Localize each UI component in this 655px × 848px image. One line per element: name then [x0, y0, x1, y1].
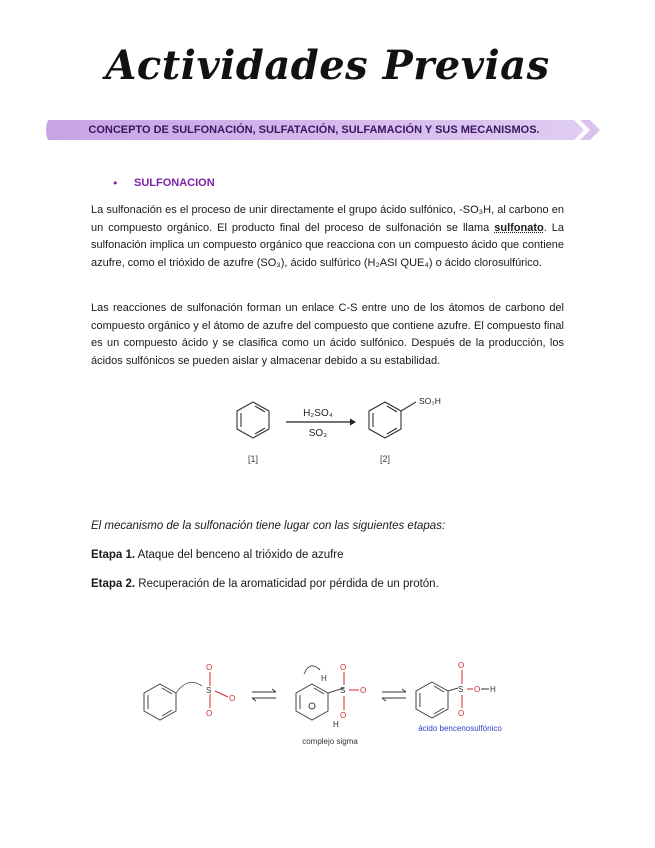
- benzene-start: [144, 684, 176, 720]
- paragraph-sulfonation-reactions: Las reacciones de sulfonación forman un enlace C-S entre uno de los átomos de carbono del compuesto orgánico y el átomo de azufre del compuesto que contiene azufre. El compuesto final es un compuesto ácido y se clasifica como un ácido sulfónico. Después de la producción, los ácidos sulfónicos se pueden aislar y almacenar debido a su estabilidad.: [91, 302, 564, 367]
- svg-text:O: O: [340, 711, 347, 720]
- section-banner: [44, 118, 604, 142]
- page-title: Actividades Previas: [105, 42, 550, 89]
- paragraph-1-text-end: . La sulfonación implica un compuesto orgánico que reacciona con un compuesto ácido que contiene azufre, como el trióxido de azufre (SO₃), ácido sulfúrico (H₂ASI QUE₄) o ácido clorosulfúrico.: [91, 221, 564, 269]
- curved-arrow-icon: [176, 682, 202, 693]
- svg-text:S: S: [340, 686, 346, 695]
- benzenesulfonic-acid: [416, 682, 458, 718]
- svg-text:S: S: [206, 686, 212, 695]
- svg-text:O: O: [229, 694, 236, 703]
- svg-text:H: H: [321, 674, 327, 683]
- svg-text:O: O: [340, 663, 347, 672]
- banner-text: CONCEPTO DE SULFONACIÓN, SULFATACIÓN, SULFAMACIÓN Y SUS MECANISMOS.: [88, 124, 540, 136]
- svg-text:O: O: [206, 663, 213, 672]
- reagent-h2so4: H₂SO₄: [303, 408, 333, 419]
- mechanism-step-1: [91, 549, 344, 561]
- bullet-icon: •: [112, 177, 119, 190]
- reagent-so3: SO₃: [308, 428, 328, 439]
- equilibrium-arrow-1-icon: [252, 689, 276, 701]
- equilibrium-arrow-2-icon: [382, 689, 406, 701]
- step-1-label: Etapa 1.: [91, 549, 136, 561]
- sulfonic-acid-atoms: [458, 661, 496, 718]
- paragraph-1-text: La sulfonación es el proceso de unir directamente el grupo ácido sulfónico, -SO₃H, al carbono en un compuesto orgánico. El producto final del proceso de sulfonación se llama: [91, 204, 564, 234]
- link-sulfonato[interactable]: sulfonato: [494, 221, 544, 234]
- product-label: ácido bencenosulfónico: [418, 724, 502, 733]
- step-1-text: Ataque del benceno al trióxido de azufre: [135, 549, 344, 561]
- compound-label-2: [2]: [379, 454, 391, 464]
- svg-text:H: H: [333, 720, 339, 729]
- section-heading: SULFONACION: [134, 177, 215, 189]
- sulfonation-mechanism-diagram: [140, 648, 520, 758]
- compound-label-1: [1]: [247, 454, 259, 464]
- mechanism-intro: El mecanismo de la sulfonación tiene lugar con las siguientes etapas:: [91, 520, 446, 532]
- proton-arrow-icon: [304, 666, 320, 674]
- sulfonic-group-label: SO₃H: [419, 396, 441, 406]
- step-2-text: Recuperación de la aromaticidad por pérdida de un protón.: [135, 578, 439, 590]
- step-2-label: Etapa 2.: [91, 578, 136, 590]
- arrow-head-icon: [350, 419, 356, 426]
- sigma-complex: [296, 684, 347, 720]
- svg-text:O: O: [474, 685, 481, 694]
- svg-text:O: O: [458, 709, 465, 718]
- sigma-complex-label: complejo sigma: [302, 737, 358, 746]
- svg-text:O: O: [360, 686, 367, 695]
- so3-group: [206, 663, 235, 718]
- benzene-reactant: [237, 402, 269, 438]
- svg-text:O: O: [458, 661, 465, 670]
- mechanism-step-2: [91, 578, 439, 590]
- svg-text:S: S: [458, 685, 464, 694]
- benzene-product: [369, 402, 416, 438]
- sulfonation-reaction-diagram: [228, 390, 458, 470]
- svg-text:H: H: [490, 685, 496, 694]
- svg-text:O: O: [206, 709, 213, 718]
- paragraph-sulfonation-definition: [91, 202, 564, 272]
